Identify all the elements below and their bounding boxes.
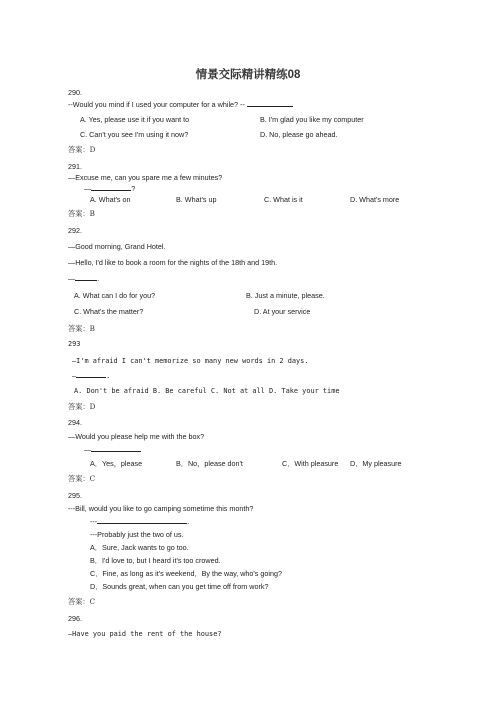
option-a: A. What's on (90, 195, 131, 204)
option-d: D. At your service (254, 307, 311, 316)
question-number: 291. (68, 162, 82, 171)
question-stem: —Excuse me, can you spare me a few minutes? (68, 173, 223, 182)
dialogue-line: ---Bill, would you like to go camping sometime this month? (68, 504, 254, 513)
option-c: C. What's the matter? (74, 307, 144, 316)
option-b: B．I'd love to, but I heard it's too crowed. (90, 556, 221, 565)
answer-label: 答案：D (68, 402, 96, 411)
answer-label: 答案：C (68, 474, 96, 483)
reply-line: — (84, 445, 141, 454)
option-a: A. What can I do for you? (74, 291, 156, 300)
option-b: B. I'm glad you like my computer (260, 115, 364, 124)
option-a: A．Sure, Jack wants to go too. (90, 543, 189, 552)
answer-blank (247, 100, 293, 107)
dialogue-line: —Have you paid the rent of the house? (68, 630, 222, 638)
answer-label: 答案：B (68, 209, 95, 218)
option-b: B．No，please don't (176, 459, 243, 468)
answer-label: 答案：D (68, 145, 96, 154)
dialogue-line: —Would you please help me with the box? (68, 432, 205, 441)
option-d: D．My pleasure (350, 459, 402, 468)
answer-blank (91, 184, 131, 191)
dialogue-line: —I'm afraid I can't memorize so many new words in 2 days. (72, 357, 309, 365)
question-stem: --Would you mind if I used your computer for a while? -- (68, 100, 293, 109)
answer-blank (75, 274, 97, 281)
option-c: C．With pleasure (282, 459, 339, 468)
option-a: A．Yes，please (90, 459, 143, 468)
option-b: B. What's up (176, 195, 217, 204)
question-number: 292. (68, 226, 82, 235)
option-a: A. Yes, please use it if you want to (80, 115, 190, 124)
options-row: A. Don't be afraid B. Be careful C. Not at all D. Take your time (74, 387, 340, 395)
page-title: 情景交际精讲精练08 (195, 69, 301, 81)
question-number: 293 (68, 340, 81, 348)
dialogue-line: —Hello, I'd like to book a room for the nights of the 18th and 19th. (68, 258, 278, 267)
question-number: 295. (68, 491, 82, 500)
reply-line: — . (72, 372, 111, 380)
answer-blank (97, 517, 187, 524)
dialogue-line: ---Probably just the two of us. (90, 530, 184, 539)
option-d: D．Sounds great, when can you get time off from work? (90, 582, 269, 591)
reply-line: — . (68, 274, 100, 283)
answer-label: 答案：C (68, 597, 96, 606)
question-number: 296. (68, 614, 82, 623)
answer-label: 答案：B (68, 324, 95, 333)
dialogue-line: —Good morning, Grand Hotel. (68, 242, 166, 251)
reply-line: — ? (84, 184, 136, 193)
option-c: C. What is it (264, 195, 303, 204)
option-c: C．Fine, as long as it's weekend．By the way, who's going? (90, 569, 282, 578)
answer-blank (91, 445, 141, 452)
option-b: B. Just a minute, please. (246, 291, 325, 300)
answer-blank (76, 371, 106, 378)
question-number: 294. (68, 418, 82, 427)
reply-line: --- . (90, 517, 190, 526)
option-c: C. Can't you see I'm using it now? (80, 130, 189, 139)
option-d: D. What's more (350, 195, 400, 204)
question-number: 290. (68, 88, 82, 97)
option-d: D. No, please go ahead. (260, 130, 338, 139)
